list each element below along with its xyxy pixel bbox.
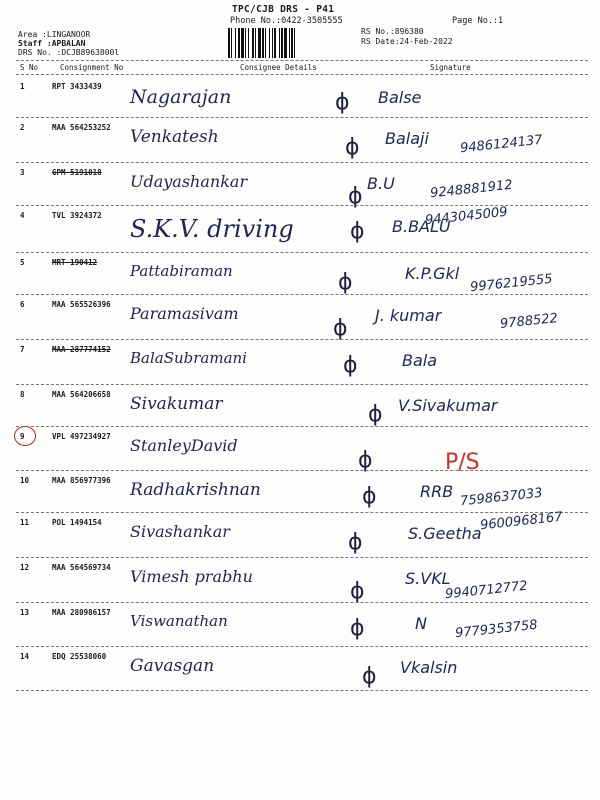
row-phone: 7598637033 <box>459 485 544 510</box>
barcode <box>228 28 356 58</box>
row-tick-mark: ϕ <box>350 616 365 641</box>
row-sno: 3 <box>20 168 25 177</box>
row-phone: 9600968167 <box>479 509 564 534</box>
row-consignment-no: VPL 497234927 <box>52 432 111 441</box>
rs-date: RS Date:24-Feb-2022 <box>361 37 453 46</box>
row-consignee-name: S.K.V. driving <box>130 215 294 243</box>
row-divider <box>16 690 588 691</box>
row-consignee-name: Vimesh prabhu <box>130 567 253 586</box>
row-divider <box>16 339 588 340</box>
row-sno: 7 <box>20 345 25 354</box>
row-tick-mark: ϕ <box>362 664 377 689</box>
rs-number: RS No.:896380 <box>361 27 424 36</box>
row-phone: 9248881912 <box>429 177 514 202</box>
row-tick-mark: ϕ <box>362 484 377 509</box>
col-signature: Signature <box>430 63 471 72</box>
row-consignment-no: EDQ 25538060 <box>52 652 107 661</box>
row-tick-mark: ϕ <box>358 448 373 473</box>
row-consignee-name: Gavasgan <box>130 656 215 676</box>
area-label: Area :LINGANOOR <box>18 30 91 39</box>
row-divider <box>16 470 588 471</box>
row-signature: N <box>415 614 427 633</box>
row-divider <box>16 162 588 163</box>
row-sno: 9 <box>20 432 25 441</box>
row-sno: 4 <box>20 211 25 220</box>
row-divider <box>16 294 588 295</box>
row-signature: B.U <box>367 174 395 193</box>
row-sno: 1 <box>20 82 25 91</box>
row-consignment-no: MAA 564206658 <box>52 390 111 399</box>
row-sno: 14 <box>20 652 30 661</box>
row-consignment-no: MAA 565526396 <box>52 300 111 309</box>
row-signature: S.VKL <box>405 569 451 588</box>
row-signature: Vkalsin <box>400 658 458 677</box>
row-consignee-name: StanleyDavid <box>130 436 238 455</box>
row-tick-mark: ϕ <box>345 135 360 160</box>
row-signature: Bala <box>402 351 438 370</box>
row-divider <box>16 426 588 427</box>
row-consignment-no: MAA 564253252 <box>52 123 111 132</box>
row-consignee-name: Nagarajan <box>130 86 232 108</box>
row-signature: S.Geetha <box>408 524 482 543</box>
row-sno: 13 <box>20 608 30 617</box>
row-tick-mark: ϕ <box>335 90 350 115</box>
row-divider <box>16 117 588 118</box>
row-sno: 10 <box>20 476 30 485</box>
row-consignment-no: MAA 280986157 <box>52 608 111 617</box>
document-title: TPC/CJB DRS - P41 <box>232 4 335 15</box>
row-consignee-name: Venkatesh <box>130 127 219 147</box>
row-divider <box>16 557 588 558</box>
row-tick-mark: ϕ <box>333 316 348 341</box>
row-signature: P/S <box>445 450 480 475</box>
col-details: Consignee Details <box>240 63 317 72</box>
row-sno: 8 <box>20 390 25 399</box>
row-phone: 9788522 <box>499 311 559 332</box>
row-divider <box>16 384 588 385</box>
row-divider <box>16 602 588 603</box>
row-sno: 6 <box>20 300 25 309</box>
row-consignee-name: Sivakumar <box>130 394 223 414</box>
row-phone: 9486124137 <box>459 132 544 157</box>
row-consignment-no: RPT 3433439 <box>52 82 102 91</box>
page-number: Page No.:1 <box>452 16 504 26</box>
row-consignee-name: Sivashankar <box>130 522 230 541</box>
row-tick-mark: ϕ <box>348 184 363 209</box>
row-tick-mark: ϕ <box>343 353 358 378</box>
row-divider <box>16 646 588 647</box>
row-sno: 12 <box>20 563 30 572</box>
row-signature: Balse <box>378 88 422 107</box>
row-consignment-no: TVL 3924372 <box>52 211 102 220</box>
col-consignment: Consignment No <box>60 63 124 72</box>
row-sno: 11 <box>20 518 30 527</box>
row-tick-mark: ϕ <box>368 402 383 427</box>
row-tick-mark: ϕ <box>348 530 363 555</box>
row-signature: J. kumar <box>375 306 442 325</box>
row-phone: 9976219555 <box>469 271 554 296</box>
drs-number: DRS No. :DCJB8963800l <box>18 48 120 57</box>
row-divider <box>16 252 588 253</box>
row-consignment-no: MAA 287774152 <box>52 345 111 354</box>
row-sno: 5 <box>20 258 25 267</box>
row-phone: 9940712772 <box>444 578 529 603</box>
row-9-circle-mark <box>14 426 36 446</box>
row-signature: K.P.Gkl <box>405 264 460 283</box>
row-signature: Balaji <box>385 129 429 148</box>
col-sno: S No <box>20 63 39 72</box>
row-consignee-name: Radhakrishnan <box>130 480 261 500</box>
row-consignment-no: MRT 190412 <box>52 258 98 267</box>
row-consignee-name: Udayashankar <box>130 172 248 191</box>
row-phone: 9443045009 <box>424 204 509 229</box>
row-tick-mark: ϕ <box>338 270 353 295</box>
row-phone: 9779353758 <box>454 617 539 642</box>
header-divider-top <box>16 60 588 61</box>
row-tick-mark: ϕ <box>350 219 365 244</box>
row-consignee-name: Pattabiraman <box>130 262 233 280</box>
row-consignee-name: Viswanathan <box>130 612 228 630</box>
row-consignment-no: MAA 564569734 <box>52 563 111 572</box>
row-consignment-no: MAA 856977396 <box>52 476 111 485</box>
row-signature: B.BALU <box>392 217 451 236</box>
row-consignment-no: GPM 5191018 <box>52 168 102 177</box>
row-consignee-name: Paramasivam <box>130 304 239 323</box>
staff-label: Staff :APBALAN <box>18 39 86 48</box>
row-divider <box>16 512 588 513</box>
row-signature: V.Sivakumar <box>398 396 498 415</box>
row-consignment-no: POL 1494154 <box>52 518 102 527</box>
row-tick-mark: ϕ <box>350 579 365 604</box>
row-signature: RRB <box>420 482 454 501</box>
row-sno: 2 <box>20 123 25 132</box>
row-consignee-name: BalaSubramani <box>130 349 247 367</box>
header-divider-bottom <box>16 74 588 75</box>
phone-number: Phone No.:0422-3505555 <box>230 16 343 26</box>
